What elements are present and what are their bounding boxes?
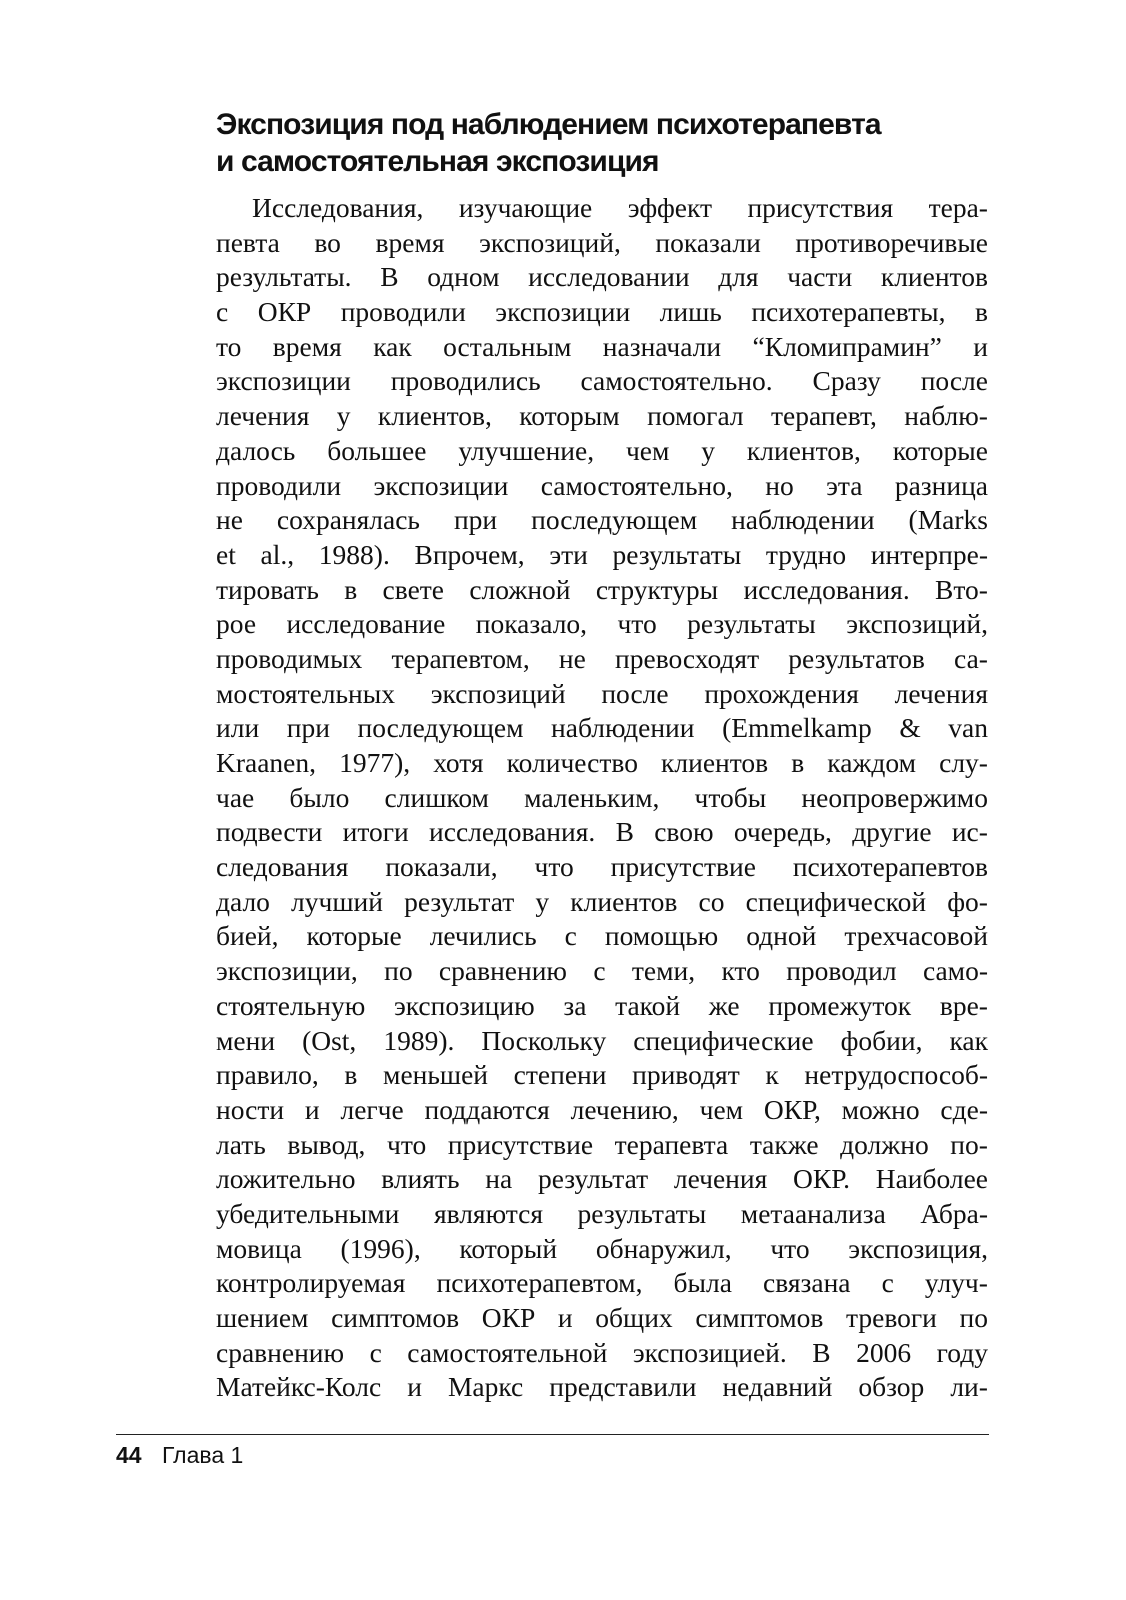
word: шением xyxy=(216,1302,309,1333)
word: Абра- xyxy=(920,1197,988,1229)
word: (Ost, xyxy=(302,1024,357,1056)
text-line xyxy=(216,607,988,642)
word: по xyxy=(384,955,413,987)
word: вре- xyxy=(939,989,988,1021)
word: результаты xyxy=(577,1197,707,1229)
word: итоги xyxy=(342,816,409,848)
word: лать xyxy=(216,1128,266,1160)
word: ложительно xyxy=(216,1163,356,1195)
word: психотерапевтом, xyxy=(436,1267,643,1299)
word: “Кломипрамин” xyxy=(752,330,942,362)
word: клиентов xyxy=(570,885,678,917)
word: лечения xyxy=(673,1163,768,1195)
word: et xyxy=(216,538,236,570)
page-number: 44 xyxy=(116,1442,142,1468)
word: меньшей xyxy=(383,1059,489,1091)
word: что xyxy=(387,1128,427,1160)
word: специфические xyxy=(633,1024,814,1056)
word: очередь, xyxy=(733,816,832,848)
word: у xyxy=(336,400,351,432)
word: экспозиции xyxy=(495,296,631,328)
page-footer xyxy=(116,1440,243,1470)
word: время xyxy=(272,330,342,362)
body-paragraph xyxy=(216,191,988,1405)
word: по xyxy=(959,1302,988,1333)
word: самостоятельно, xyxy=(540,469,733,501)
word: лишь xyxy=(659,296,722,328)
word: являются xyxy=(433,1197,543,1229)
word: al., xyxy=(260,538,295,570)
word: интерпре- xyxy=(870,538,988,570)
word: симптомов xyxy=(695,1302,824,1333)
word: лучший xyxy=(291,885,383,917)
word: фобии, xyxy=(840,1024,923,1056)
word: во xyxy=(314,226,341,258)
word: само- xyxy=(922,955,988,987)
word: вывод, xyxy=(287,1128,366,1160)
word: В xyxy=(615,816,634,848)
word: лечению, xyxy=(570,1093,679,1125)
word: метаанализа xyxy=(740,1197,886,1229)
word: са- xyxy=(954,642,988,674)
word: результат xyxy=(537,1163,649,1195)
word: 2006 xyxy=(856,1336,912,1368)
text-line xyxy=(216,1232,988,1267)
word: van xyxy=(948,712,988,744)
word: Сразу xyxy=(812,365,881,397)
text-line xyxy=(216,919,988,954)
word: специфической xyxy=(745,885,927,917)
word: присутствие xyxy=(610,851,756,883)
word: эффект xyxy=(627,192,713,223)
word: после xyxy=(920,365,988,397)
word: чтобы xyxy=(694,781,767,813)
text-line xyxy=(216,885,988,920)
word: проводились xyxy=(390,365,541,397)
word: у xyxy=(535,885,550,917)
word: 1989). xyxy=(383,1024,455,1056)
word: с xyxy=(216,296,229,328)
footer-divider xyxy=(116,1434,989,1435)
text-line xyxy=(216,850,988,885)
word: за xyxy=(563,989,587,1021)
section-heading-line-2: и самостоятельная экспозиция xyxy=(216,145,659,178)
word: каждом xyxy=(827,747,917,778)
word: свете xyxy=(382,573,445,605)
word: правило, xyxy=(216,1059,319,1091)
word: экспозиции, xyxy=(216,955,358,987)
word: и xyxy=(973,330,988,362)
word: сложной xyxy=(469,573,571,605)
word: наблюдении xyxy=(731,504,875,536)
word: нетрудоспособ- xyxy=(804,1059,988,1091)
word: дало xyxy=(216,885,270,917)
word: (Marks xyxy=(908,504,988,536)
word: с xyxy=(564,920,577,952)
word: влиять xyxy=(381,1163,460,1195)
word: должно xyxy=(840,1128,929,1160)
word: было xyxy=(289,781,350,813)
word: показало, xyxy=(475,608,588,640)
word: показали xyxy=(655,226,761,258)
word: представили xyxy=(549,1371,697,1403)
word: & xyxy=(899,712,921,744)
chapter-label: Глава 1 xyxy=(161,1442,244,1468)
word: которым xyxy=(519,400,620,432)
word: по- xyxy=(950,1128,988,1160)
word: для xyxy=(718,261,759,293)
word: терапевт, xyxy=(771,400,877,432)
word: общих xyxy=(595,1302,673,1333)
word: лечения xyxy=(216,400,310,432)
word: тревоги xyxy=(846,1302,937,1333)
section-heading-line-1: Экспозиция под наблюдением психотерапевта xyxy=(216,108,881,141)
word: экспозиций, xyxy=(846,608,988,640)
word: не xyxy=(558,642,586,674)
word: разница xyxy=(894,469,988,501)
word: назначали xyxy=(602,330,722,362)
word: ОКР. xyxy=(793,1163,850,1195)
text-line xyxy=(216,469,988,504)
word: исследования. xyxy=(743,573,910,605)
word: у xyxy=(701,434,716,466)
word: результаты. xyxy=(216,261,352,293)
word: тировать xyxy=(216,573,319,605)
word: сравнению xyxy=(438,955,567,987)
word: такой xyxy=(615,989,681,1021)
word: легче xyxy=(340,1093,404,1125)
word: Наиболее xyxy=(875,1163,988,1195)
word: сравнению xyxy=(216,1336,345,1368)
word: клиентов, xyxy=(746,434,861,466)
word: (Emmelkamp xyxy=(722,712,872,744)
word: после xyxy=(601,677,669,709)
text-line xyxy=(216,330,988,365)
word: превосходят xyxy=(615,642,760,674)
word: Маркс xyxy=(447,1371,524,1403)
word: 1977), xyxy=(339,747,411,778)
word: исследование xyxy=(286,608,446,640)
word: проводили xyxy=(340,296,466,328)
word: ности xyxy=(216,1093,285,1125)
word: экспозиция, xyxy=(848,1232,988,1264)
word: степени xyxy=(513,1059,607,1091)
word: клиентов, xyxy=(377,400,492,432)
word: сохранялась xyxy=(276,504,420,536)
word: можно xyxy=(841,1093,920,1125)
text-line xyxy=(216,1093,988,1128)
text-line xyxy=(216,1266,988,1301)
word: самостоятельно. xyxy=(580,365,773,397)
word: трудно xyxy=(765,538,847,570)
text-line xyxy=(216,1301,988,1336)
word: с xyxy=(369,1336,382,1368)
word: результаты xyxy=(612,538,742,570)
word: мовица xyxy=(216,1232,302,1264)
word: мостоятельных xyxy=(216,677,396,709)
word: подвести xyxy=(216,816,323,848)
text-line xyxy=(216,989,988,1024)
section-heading xyxy=(216,106,881,180)
text-line xyxy=(216,1058,988,1093)
word: Kraanen, xyxy=(216,747,317,778)
word: недавний xyxy=(722,1371,833,1403)
word: 1988). xyxy=(318,538,390,570)
word: которые xyxy=(306,920,402,952)
word: экспозиций xyxy=(430,677,566,709)
word: которые xyxy=(892,434,988,466)
text-line xyxy=(216,1336,988,1371)
word: психотерапевтов xyxy=(792,851,988,883)
word: и xyxy=(407,1371,422,1403)
word: последующем xyxy=(357,712,524,744)
word: В xyxy=(380,261,399,293)
word: симптомов xyxy=(331,1302,460,1333)
word: время xyxy=(375,226,445,258)
word: который xyxy=(459,1232,558,1264)
word: обнаружил, xyxy=(595,1232,732,1264)
word: части xyxy=(787,261,853,293)
word: присутствия xyxy=(747,192,894,223)
word: Впрочем, xyxy=(414,538,525,570)
text-line xyxy=(216,226,988,261)
word: что xyxy=(770,1232,810,1264)
word: В xyxy=(812,1336,831,1368)
word: эта xyxy=(826,469,863,501)
text-line xyxy=(216,1162,988,1197)
word: Исследования, xyxy=(252,192,424,223)
word: маленьким, xyxy=(524,781,660,813)
text-line xyxy=(216,711,988,746)
word: одной xyxy=(746,920,817,952)
word: поддаются xyxy=(424,1093,550,1125)
word: помогал xyxy=(647,400,744,432)
word: ОКР, xyxy=(763,1093,821,1125)
word: но xyxy=(765,469,794,501)
word: клиентов xyxy=(880,261,988,293)
word: самостоятельной xyxy=(407,1336,608,1368)
text-line xyxy=(216,1197,988,1232)
word: связана xyxy=(763,1267,851,1299)
text-line xyxy=(216,815,988,850)
word: экспозицию xyxy=(393,989,535,1021)
word: в xyxy=(344,573,358,605)
word: неопровержимо xyxy=(801,781,988,813)
word: с xyxy=(881,1267,894,1299)
word: кто xyxy=(721,955,760,987)
word: рое xyxy=(216,608,257,640)
word: лечения xyxy=(894,677,988,709)
word: певта xyxy=(216,226,280,258)
word: тера- xyxy=(928,192,988,223)
word: наблюдении xyxy=(551,712,695,744)
word: или xyxy=(216,712,260,744)
word: экспозиции xyxy=(216,365,351,397)
word: промежуток xyxy=(768,989,912,1021)
text-line xyxy=(216,642,988,677)
word: результатов xyxy=(788,642,925,674)
text-line xyxy=(216,399,988,434)
word: Вто- xyxy=(935,573,988,605)
word: то xyxy=(216,330,242,362)
word: экспозицией. xyxy=(632,1336,787,1368)
word: прохождения xyxy=(704,677,859,709)
word: в xyxy=(974,296,988,328)
word: экспозиций, xyxy=(479,226,621,258)
word: улучшение, xyxy=(458,434,595,466)
word: к xyxy=(765,1059,779,1091)
text-line xyxy=(216,191,988,226)
word: чем xyxy=(625,434,670,466)
word: количество xyxy=(506,747,638,778)
word: теми, xyxy=(631,955,696,987)
text-line xyxy=(216,538,988,573)
word: помощью xyxy=(604,920,719,952)
text-line xyxy=(216,295,988,330)
word: убедительными xyxy=(216,1197,400,1229)
word: мени xyxy=(216,1024,276,1056)
word: в xyxy=(344,1059,358,1091)
word: далось xyxy=(216,434,296,466)
word: остальным xyxy=(443,330,572,362)
word: исследования. xyxy=(429,816,596,848)
word: ОКР xyxy=(481,1302,536,1333)
word: следования xyxy=(216,851,349,883)
word: психотерапевты, xyxy=(751,296,946,328)
text-line xyxy=(216,746,988,781)
word: Поскольку xyxy=(481,1024,607,1056)
word: и xyxy=(557,1302,573,1333)
text-line xyxy=(216,503,988,538)
word: другие xyxy=(852,816,932,848)
word: клиентов xyxy=(661,747,769,778)
word: ОКР xyxy=(257,296,312,328)
text-line xyxy=(216,677,988,712)
word: наблю- xyxy=(904,400,988,432)
text-line xyxy=(216,1128,988,1163)
word: обзор xyxy=(858,1371,925,1403)
word: также xyxy=(749,1128,819,1160)
word: терапевта xyxy=(614,1128,729,1160)
word: структуры xyxy=(595,573,719,605)
word: противоречивые xyxy=(795,226,988,258)
word: присутствие xyxy=(447,1128,594,1160)
word: фо- xyxy=(947,885,988,917)
word: слу- xyxy=(939,747,988,778)
word: исследовании xyxy=(528,261,690,293)
word: чем xyxy=(699,1093,744,1125)
word: показали, xyxy=(385,851,498,883)
text-line xyxy=(216,954,988,989)
word: при xyxy=(286,712,330,744)
word: с xyxy=(593,955,606,987)
word: приводят xyxy=(632,1059,740,1091)
word: стоятельную xyxy=(216,989,366,1021)
word: большее xyxy=(327,434,427,466)
word: была xyxy=(673,1267,732,1299)
word: хотя xyxy=(433,747,484,778)
word: проводили xyxy=(216,469,342,501)
text-line xyxy=(216,1370,988,1405)
word: проводимых xyxy=(216,642,363,674)
text-line xyxy=(216,781,988,816)
word: изучающие xyxy=(458,192,593,223)
word: что xyxy=(534,851,574,883)
word: ис- xyxy=(951,816,988,848)
word: контролируемая xyxy=(216,1267,406,1299)
text-line xyxy=(216,573,988,608)
word: же xyxy=(708,989,740,1021)
word: лечились xyxy=(429,920,537,952)
word: ли- xyxy=(950,1371,988,1403)
word: терапевтом, xyxy=(391,642,530,674)
text-line xyxy=(216,364,988,399)
word: свою xyxy=(654,816,714,848)
word: в xyxy=(791,747,805,778)
word: эти xyxy=(549,538,588,570)
word: и xyxy=(304,1093,320,1125)
word: не xyxy=(216,504,243,536)
word: результаты xyxy=(687,608,816,640)
word: экспозиции xyxy=(373,469,509,501)
word: улуч- xyxy=(924,1267,988,1299)
text-line xyxy=(216,434,988,469)
word: при xyxy=(453,504,498,536)
word: результат xyxy=(404,885,515,917)
word: Матейкс-Колс xyxy=(216,1371,382,1403)
word: на xyxy=(485,1163,513,1195)
word: чае xyxy=(216,781,255,813)
word: проводил xyxy=(786,955,897,987)
word: (1996), xyxy=(340,1232,421,1264)
word: что xyxy=(617,608,657,640)
word: как xyxy=(373,330,412,362)
text-line xyxy=(216,260,988,295)
word: трехчасовой xyxy=(844,920,988,952)
word: году xyxy=(936,1336,988,1368)
word: со xyxy=(698,885,725,917)
word: слишком xyxy=(384,781,489,813)
word: как xyxy=(949,1024,988,1056)
word: последующем xyxy=(531,504,698,536)
word: бией, xyxy=(216,920,279,952)
word: одном xyxy=(427,261,500,293)
word: сде- xyxy=(940,1093,988,1125)
text-line xyxy=(216,1024,988,1059)
